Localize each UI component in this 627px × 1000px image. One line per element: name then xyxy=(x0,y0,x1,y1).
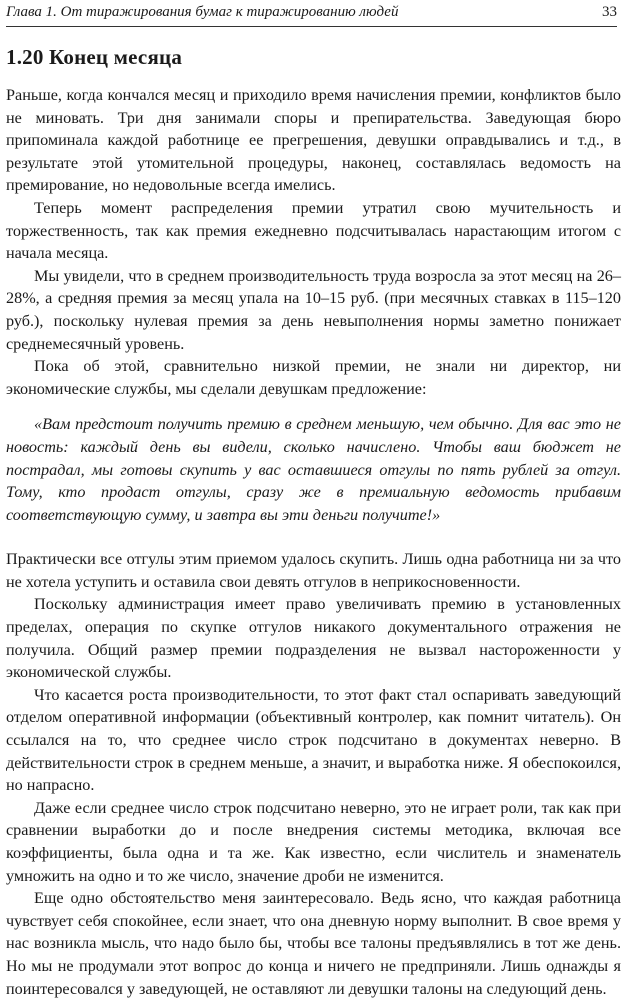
chapter-title: Глава 1. От тиражирования бумаг к тиражированию людей xyxy=(6,4,399,20)
running-header xyxy=(6,2,617,27)
paragraph: Мы увидели, что в среднем производительность труда возросла за этот месяц на 26–28%, а средняя премия за месяц упала на 10–15 руб. (при месячных ставках в 115–120 руб.), поскольку нулевая премия за день невыполнения нормы заметно понижает среднемесячный уровень. xyxy=(6,266,621,353)
paragraph: Даже если среднее число строк подсчитано неверно, это не играет роли, так как при сравнении выработки до и после внедрения системы методика, включая все коэффициенты, была одна и та же. Как известно, если числитель и знаменатель умножить на одно и то же число, значение дроби не изменится. xyxy=(6,798,621,885)
body-text xyxy=(6,84,621,1000)
quote-paragraph: «Вам предстоит получить премию в среднем меньшую, чем обычно. Для вас это не новость: каждый день вы видели, сколько начислено. Чтобы ваш бюджет не пострадал, мы готовы скупить у вас оставшиеся отгулы по пять рублей за отгул. Тому, кто продаст отгулы, сразу же в премиальную ведомость прибавим соответствующую сумму, и завтра вы эти деньги получите!» xyxy=(6,415,621,524)
paragraph: Теперь момент распределения премии утратил свою мучительность и торжественность, так как премия ежедневно подсчитывалась нарастающим итогом с начала месяца. xyxy=(6,198,621,263)
paragraph: Еще одно обстоятельство меня заинтересовало. Ведь ясно, что каждая работница чувствует себя спокойнее, если знает, что она дневную норму выполнит. В свое время у нас возникла мысль, что надо было бы, чтобы все талоны предъявлялись в тот же день. Но мы не продумали этот вопрос до конца и ничего не предприняли. Лишь однажды я поинтересовался у заведующей, не оставляют ли девушки талоны на следующий день. xyxy=(6,889,621,998)
section-title: 1.20 Конец месяца xyxy=(6,45,183,69)
paragraph: Пока об этой, сравнительно низкой премии, не знали ни директор, ни экономические службы, мы сделали девушкам предложение: xyxy=(6,357,621,398)
paragraph: Поскольку администрация имеет право увеличивать премию в установленных пределах, операция по скупке отгулов никакого документального отражения не получила. Общий размер премии подразделения не вызвал настороженности у экономической службы. xyxy=(6,595,621,682)
paragraph: Раньше, когда кончался месяц и приходило время начисления премии, конфликтов было не миновать. Три дня занимали споры и препирательства. Заведующая бюро припоминала каждой работнице ее прегрешения, девушки оправдывались и т.д., в результате этой утомительной процедуры, наконец, составлялась ведомость на премирование, но недовольные всегда имелись. xyxy=(6,86,621,195)
paragraph: Практически все отгулы этим приемом удалось скупить. Лишь одна работница ни за что не хотела уступить и оставила свои девять отгулов в неприкосновенности. xyxy=(6,550,621,591)
page-number: 33 xyxy=(602,4,617,20)
paragraph: Что касается роста производительности, то этот факт стал оспаривать заведующий отделом оперативной информации (объективный контролер, как помнит читатель). Он ссылался на то, что среднее число строк подсчитано в документах неверно. В действительности строк в среднем меньше, а значит, и выработка ниже. Я обеспокоился, но напрасно. xyxy=(6,685,621,795)
